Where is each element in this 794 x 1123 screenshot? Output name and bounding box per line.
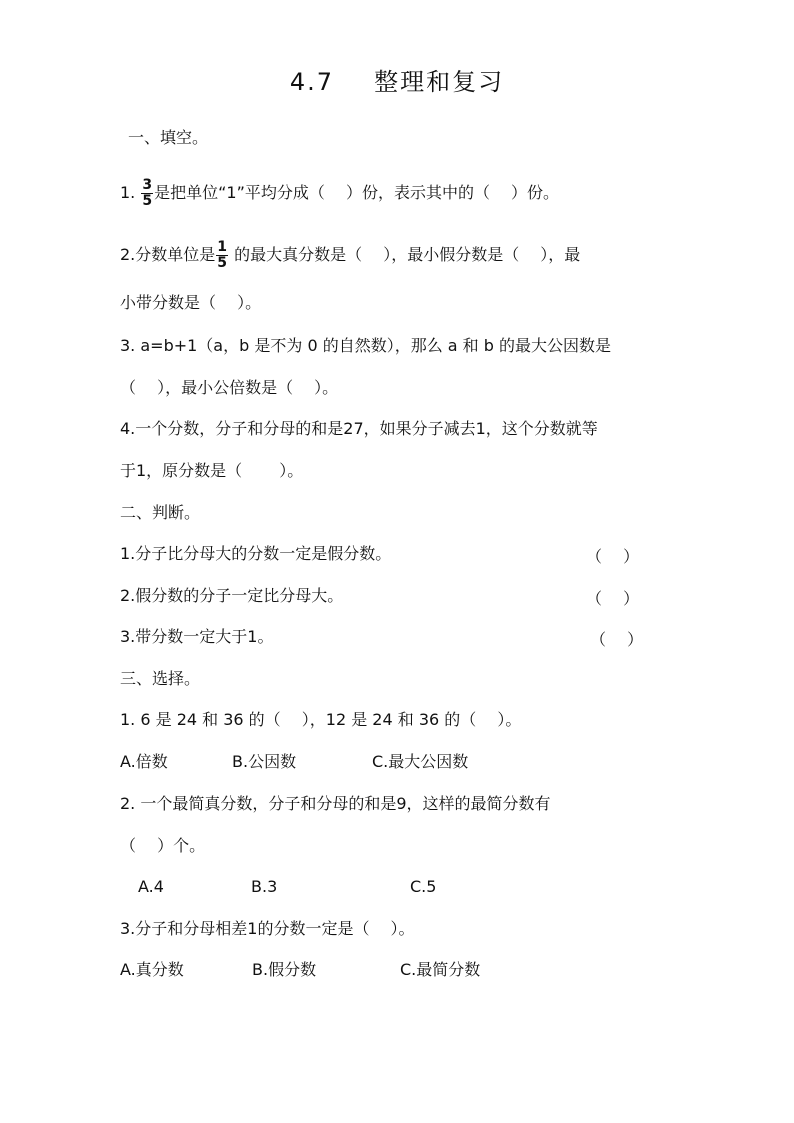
judge-q2-text: 2.假分数的分子一定比分母大。 <box>120 586 344 605</box>
choose-q3-text: 3.分子和分母相差1的分数一定是（ ）。 <box>120 919 415 938</box>
choose-q2-option-c: C.5 <box>410 877 437 896</box>
title-number: 4.7 <box>289 68 335 96</box>
fill-q3-line2: （ ），最小公倍数是（ ）。 <box>120 378 339 397</box>
fill-q1-prefix: 1. <box>120 183 136 202</box>
fraction-one-fifth <box>216 240 228 271</box>
choose-q2-option-b: B.3 <box>251 877 278 896</box>
judge-q2-blank: （ ） <box>586 589 640 608</box>
section-fill-heading: 一、填空。 <box>128 128 209 147</box>
choose-q2-text: 2. 一个最简真分数，分子和分母的和是9，这样的最简分数有 <box>120 794 551 813</box>
fraction-numerator: 1 <box>217 239 228 255</box>
fill-q2-text: 的最大真分数是（ ），最小假分数是（ ），最 <box>229 245 581 264</box>
choose-q1-text: 1. 6 是 24 和 36 的（ ），12 是 24 和 36 的（ ）。 <box>120 710 522 729</box>
choose-q2-line2: （ ）个。 <box>120 836 206 855</box>
section-choose-heading: 三、选择。 <box>120 669 201 688</box>
section-judge-heading: 二、判断。 <box>120 503 201 522</box>
fill-q4-line1: 4.一个分数，分子和分母的和是27，如果分子减去1，这个分数就等 <box>120 419 598 438</box>
judge-q1-blank: （ ） <box>586 547 640 566</box>
fill-q2-line2: 小带分数是（ ）。 <box>120 293 262 312</box>
fraction-numerator: 3 <box>142 177 153 193</box>
fill-q3-line1: 3. a=b+1（a，b 是不为 0 的自然数），那么 a 和 b 的最大公因数是 <box>120 336 612 355</box>
judge-q3-text: 3.带分数一定大于1。 <box>120 627 274 646</box>
choose-q1-option-a: A.倍数 <box>120 752 168 771</box>
fill-question-2 <box>120 240 580 271</box>
choose-q3-option-c: C.最简分数 <box>400 960 481 979</box>
fraction-denominator: 5 <box>217 255 228 271</box>
fill-q4-line2: 于1，原分数是（ ）。 <box>120 461 304 480</box>
fill-q1-text: 是把单位“1”平均分成（ ）份，表示其中的（ ）份。 <box>154 183 560 202</box>
judge-q1-text: 1.分子比分母大的分数一定是假分数。 <box>120 544 392 563</box>
judge-q3-blank: （ ） <box>590 630 644 649</box>
fill-q2-prefix: 2.分数单位是 <box>120 245 216 264</box>
fill-question-1 <box>120 178 559 209</box>
choose-q1-option-c: C.最大公因数 <box>372 752 469 771</box>
choose-q1-option-b: B.公因数 <box>232 752 297 771</box>
title-text: 整理和复习 <box>374 68 505 96</box>
choose-q3-option-b: B.假分数 <box>252 960 317 979</box>
choose-q3-option-a: A.真分数 <box>120 960 184 979</box>
choose-q2-option-a: A.4 <box>138 877 164 896</box>
fraction-denominator: 5 <box>142 193 153 209</box>
page-title <box>0 62 794 97</box>
fraction-three-fifths <box>141 178 153 209</box>
